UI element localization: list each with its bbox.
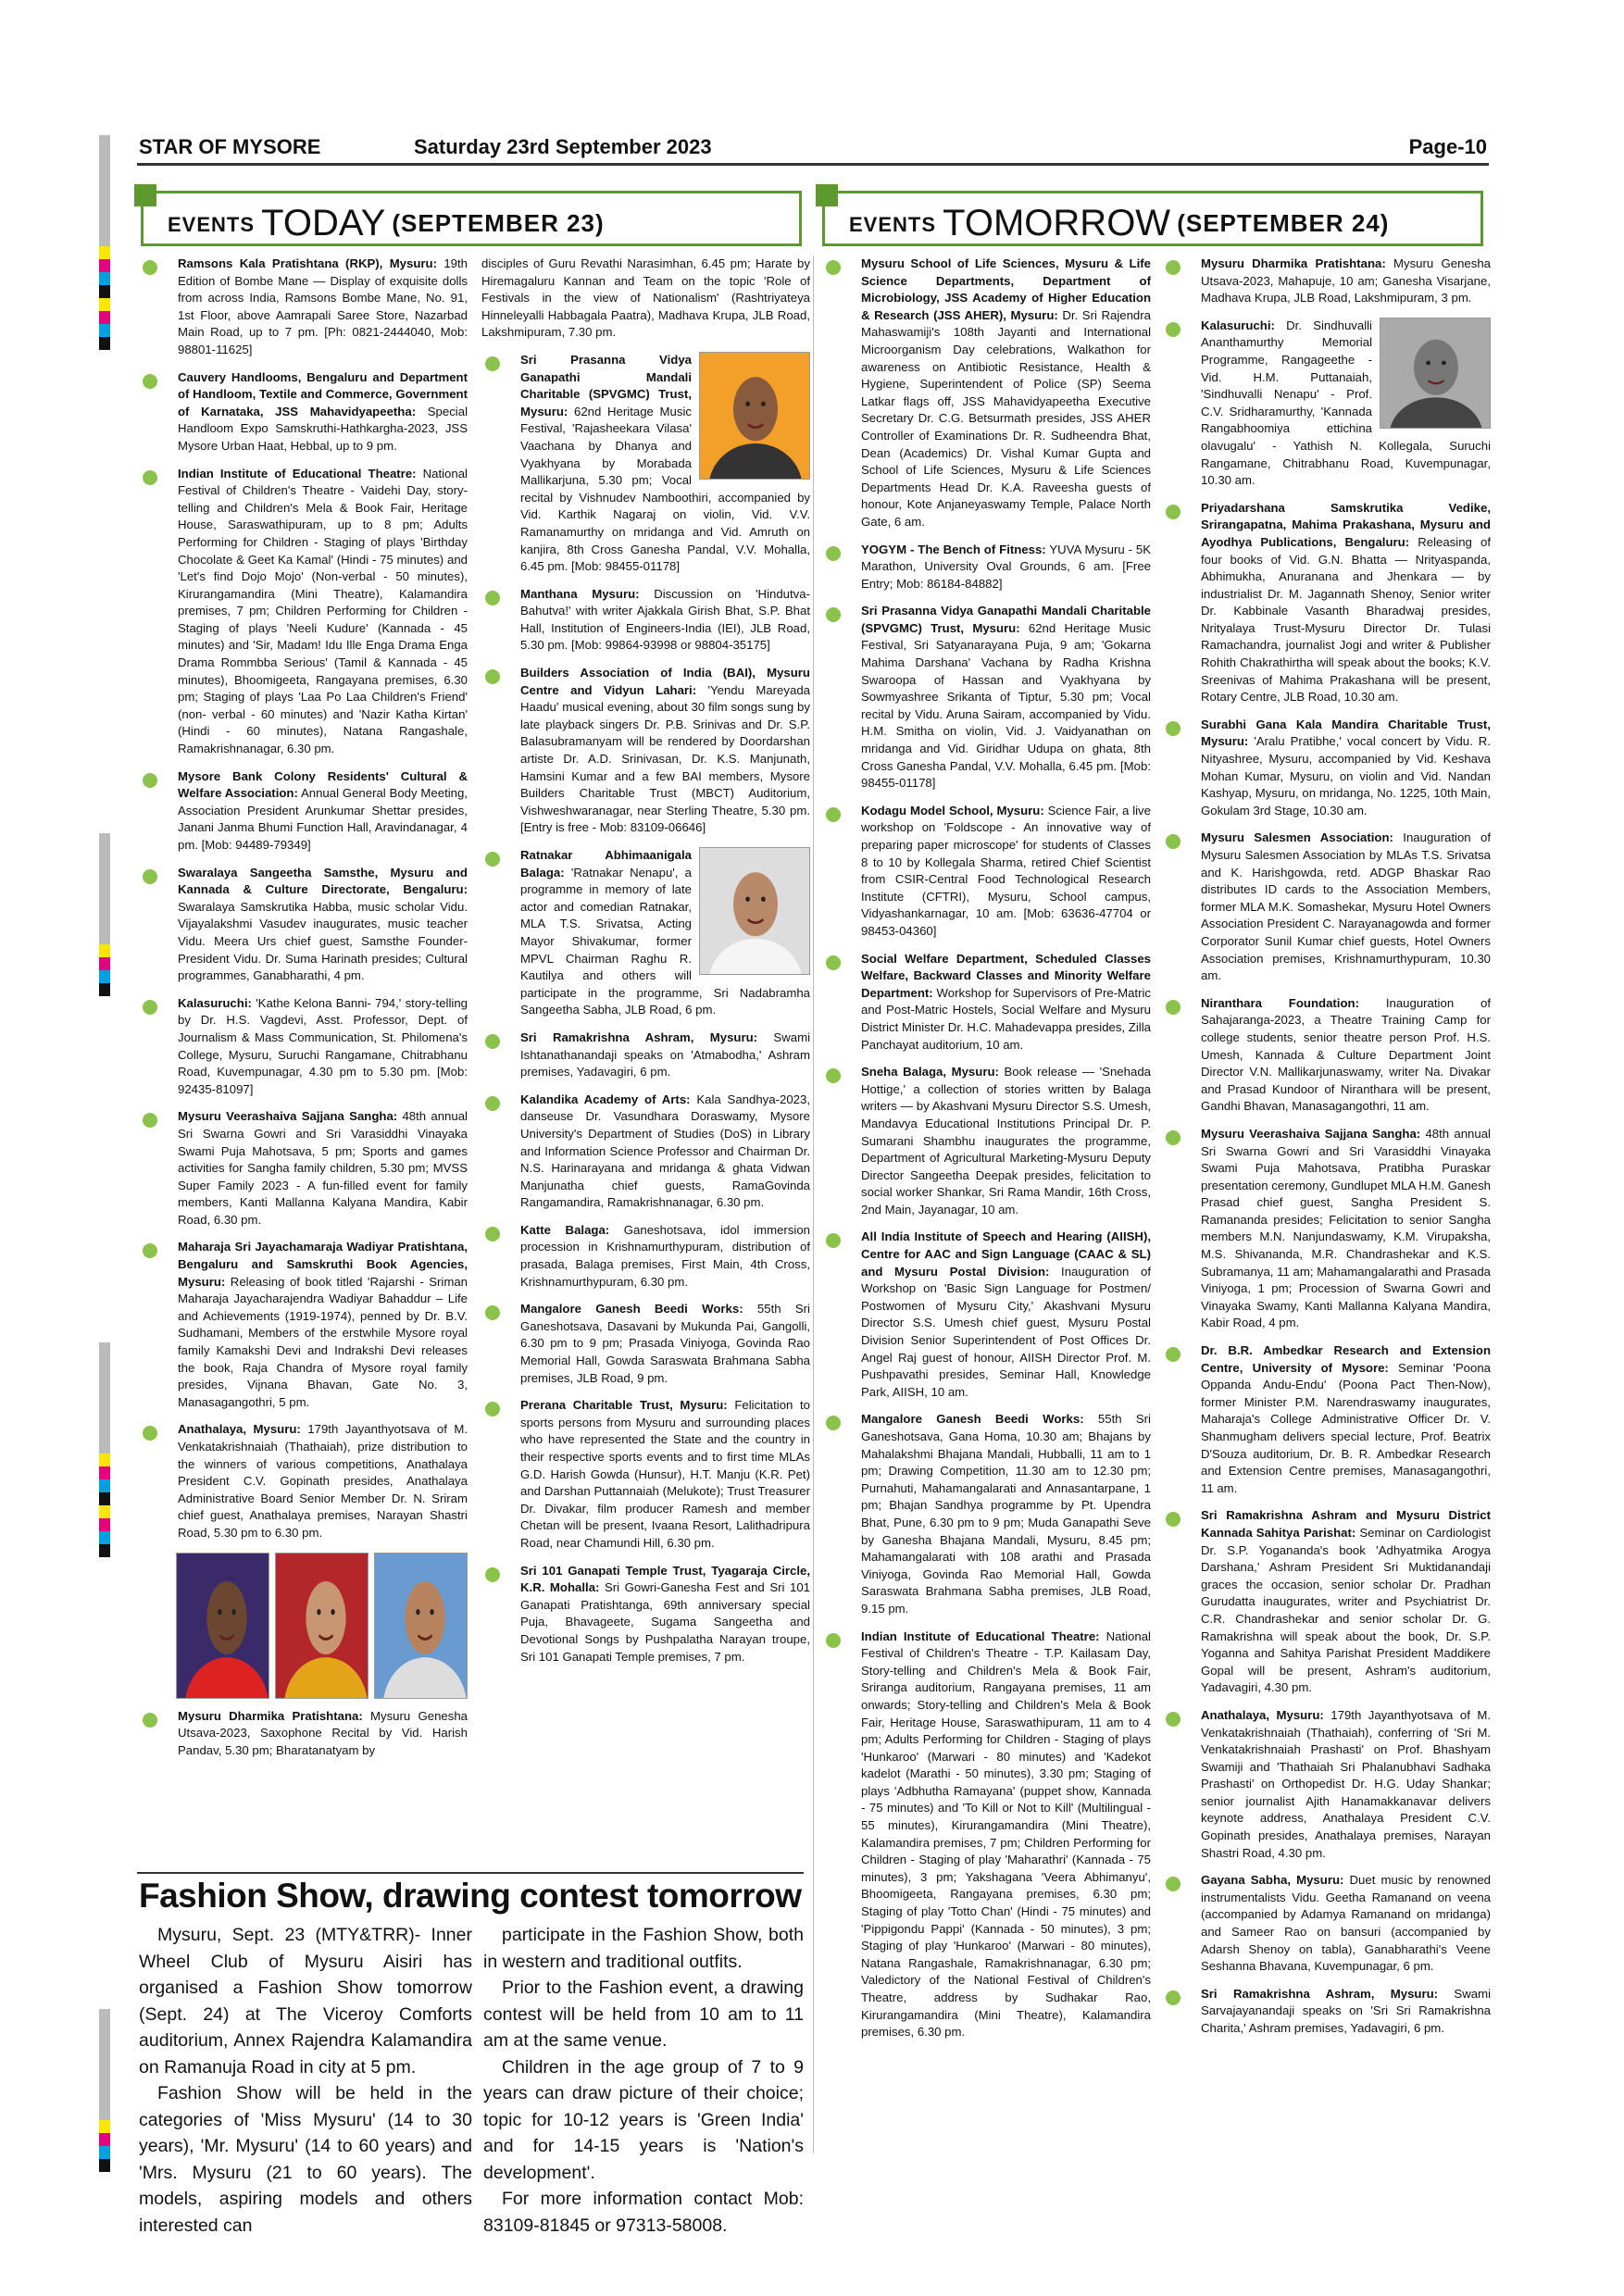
event-details: Book release — 'Snehada Hottige,' a collection of stories written by Balaga writers — by Akashvani Mysuru Director S.S. Umesh, Mandavya Educational Institutions Principal Dr. P. Sumarani Shambhu inaugurates the programme, Department of Agricultural Marketing-Mysuru Deputy Director Sangeetha Deepak presides, felicitation to social worker Shankar, Sri Rama Mandir, 16th Cross, 2nd Main, Jayanagar, 10 am. xyxy=(861,1065,1151,1217)
event-organiser: Mysuru School of Life Sciences, Mysuru & Life Science Departments, Department of Microbiology, JSS Academy of Higher Education & Research (JSS AHER), Mysuru: xyxy=(861,256,1151,322)
bullet-dot-icon xyxy=(485,1034,500,1049)
event-details: 'Aralu Pratibhe,' vocal concert by Vidu. R. Nityashree, Mysuru, accompanied by Vid. Keshava Mohan Kumar, Mysuru, on violin and Vid. Nandan Kashyap, Mysuru, on mridanga, No. 1225, 10th Main, Gokulam 3rd Stage, 10.30 am. xyxy=(1201,734,1491,817)
color-registration-marks-3 xyxy=(99,1342,110,1557)
bullet-dot-icon xyxy=(1166,1000,1181,1015)
event-details: Seminar on Cardiologist Dr. S.P. Yogananda's book 'Adhyatmika Arogya Darshana,' Ashram President Sri Muktidanandaji graces the occasion, senior scholar Dr. Pradhan Gurudatta inaugurates, writer and Psychiatrist Dr. C.R. Chandrashekar and senior scholar Dr. G. Ramakrishna will speak about the book, Dr. S.P. Yoganna and Sahitya Parishat President Maddikere Gopal will be present, Ashram's auditorium, Yadavagiri, 4.30 pm. xyxy=(1201,1525,1491,1695)
event-organiser: Ratnakar Abhimaanigala Balaga: xyxy=(520,848,692,880)
event-item xyxy=(481,256,810,342)
event-details: Swami Ishtanathanandaji speaks on 'Atmabodha,' Ashram premises, Yadavagiri, 6 pm. xyxy=(520,1029,811,1079)
event-item xyxy=(139,768,468,855)
bullet-dot-icon xyxy=(485,356,500,371)
event-organiser: Sneha Balaga, Mysuru: xyxy=(861,1065,999,1079)
event-item xyxy=(822,951,1151,1054)
bullet-dot-icon xyxy=(826,1233,841,1248)
event-item xyxy=(481,847,810,1019)
event-item xyxy=(1162,830,1491,984)
event-organiser: Sri Prasanna Vidya Ganapathi Mandali Charitable (SPVGMC) Trust, Mysuru: xyxy=(520,352,692,418)
event-item xyxy=(139,1239,468,1411)
banner-label: EVENTS xyxy=(168,213,256,236)
event-item xyxy=(822,1411,1151,1617)
event-item xyxy=(481,1222,810,1291)
performer-photo xyxy=(275,1553,369,1699)
event-item xyxy=(822,1229,1151,1401)
event-organiser: Swaralaya Sangeetha Samsthe, Mysuru and Kannada & Culture Directorate, Bengaluru: xyxy=(178,865,468,897)
event-item xyxy=(481,352,810,576)
bullet-dot-icon xyxy=(826,546,841,561)
color-registration-marks-2 xyxy=(99,833,110,996)
event-item xyxy=(1162,318,1491,490)
event-details: 55th Sri Ganeshotsava, Dasavani by Mukunda Pai, Gangolli, 6.30 pm to 9 pm; Prasada Viniyoga, Govinda Rao Memorial Hall, Gowda Saraswata Brahmana Sabha premises, JLB Road, 9 pm. xyxy=(520,1302,810,1385)
masthead-paper-name: STAR OF MYSORE xyxy=(139,135,321,158)
banner-corner xyxy=(816,184,838,206)
bullet-dot-icon xyxy=(485,1567,500,1582)
event-details: YUVA Mysuru - 5K Marathon, University Oval Grounds, 6 am. [Free Entry; Mob: 86184-84882] xyxy=(861,542,1151,591)
story-paragraph: Children in the age group of 7 to 9 years can draw picture of their choice; topic for 10-12 years is 'Green India' and for 14-15 years is 'Nation's development'. xyxy=(483,2056,804,2183)
event-item xyxy=(139,369,468,455)
event-details: Mysuru Genesha Utsava-2023, Saxophone Recital by Vid. Harish Pandav, 5.30 pm; Bharatanatyam by xyxy=(178,1708,468,1757)
bullet-dot-icon xyxy=(143,470,157,485)
event-item xyxy=(139,995,468,1099)
event-item xyxy=(139,466,468,758)
event-details: 62nd Heritage Music Festival, 'Rajasheekara Vilasa' Vaachana by Dhanya and Vyakhyana by Morabada Mallikarjuna, 5.30 pm; Vocal recital by Vishnudev Namboothiri, accompanied by Vid. Karthik Nagaraj on violin, Vid. V.V. Ramanamurthy on mridanga and Vid. Amruth on kanjira, 8th Cross Ganesha Pandal, V.V. Mohalla, 6.45 pm. [Mob: 98455-01178] xyxy=(520,404,810,574)
event-details: 'Kathe Kelona Banni- 794,' story-telling by Dr. H.S. Vagdevi, Asst. Professor, Dept. of Journalism & Mass Communication, St. Philomena's College, Mysuru, Suruchi Rangamane, Chitrabhanu Road, Kuvempunagar, 4.30 pm to 5.30 pm. [Mob: 92435-81097] xyxy=(178,995,468,1096)
event-details: 179th Jayanthyotsava of M. Venkatakrishnaiah (Thathaiah), conferring of 'Sri M. Venkatakrishnaiah Prashasti' on Prof. Bhashyam Swamiji and 'Thathaiah Sri Phalanubhavi Sadhaka Prashasti' on Orthopedist Dr. H.G. Uday Shankar; senior journalist Ajith Hanamakkanavar delivers keynote address, Anathalaya President C.V. Gopinath presides, Anathalaya premises, Narayan Shastri Road, 4.30 pm. xyxy=(1201,1707,1491,1860)
bullet-dot-icon xyxy=(826,260,841,275)
event-organiser: Niranthara Foundation: xyxy=(1201,995,1359,1010)
bullet-dot-icon xyxy=(1166,834,1181,849)
event-details: Workshop for Supervisors of Pre-Matric and Post-Matric Hostels, Social Welfare and Mysuru District Minister Dr. H.C. Mahadevappa presides, Zilla Panchayat auditorium, 10 am. xyxy=(861,985,1151,1052)
bullet-dot-icon xyxy=(143,374,157,389)
banner-date: (SEPTEMBER 23) xyxy=(392,209,605,237)
bullet-dot-icon xyxy=(485,591,500,605)
event-details: Swami Sarvajayanandaji speaks on 'Sri Sri Ramakrishna Charita,' Ashram premises, Yadavagiri, 6 pm. xyxy=(1201,1986,1492,2035)
page-number: Page-10 xyxy=(1408,135,1487,158)
bullet-dot-icon xyxy=(1166,1877,1181,1891)
bullet-dot-icon xyxy=(1166,721,1181,736)
banner-word: TODAY xyxy=(261,203,386,243)
bullet-dot-icon xyxy=(826,955,841,970)
event-item xyxy=(822,603,1151,792)
event-organiser: Kalasuruchi: xyxy=(1201,318,1275,332)
event-details: disciples of Guru Revathi Narasimhan, 6.45 pm; Harate by Hiremagaluru Kannan and Team on the topic 'Role of Festivals in the view of Nationalism' (Rashtriyateya Hinneleyalli Habbagala Paatra), Madhava Krupa, JLB Road, Lakshmipuram, 7.30 pm. xyxy=(481,256,810,340)
bullet-dot-icon xyxy=(1166,322,1181,337)
bullet-dot-icon xyxy=(485,1227,500,1242)
sindhuvalli-photo xyxy=(1380,318,1491,429)
event-organiser: Mangalore Ganesh Beedi Works: xyxy=(520,1302,743,1316)
event-organiser: Ramsons Kala Pratishtana (RKP), Mysuru: xyxy=(178,256,437,270)
event-item xyxy=(1162,1342,1491,1497)
event-item xyxy=(822,256,1151,531)
event-organiser: Sri Ramakrishna Ashram, Mysuru: xyxy=(520,1029,758,1044)
event-organiser: Dr. B.R. Ambedkar Research and Extension Centre, University of Mysore: xyxy=(1201,1343,1491,1375)
column-divider xyxy=(813,256,814,2153)
event-details: 179th Jayanthyotsava of M. Venkatakrishnaiah (Thathaiah), prize distribution to the winners of various competitions, Anathalaya President C.V. Gopinath presides, Anathalaya Administrative Board Senior Member Dr. N. Sriram chief guest, Anathalaya premises, Narayan Shastri Road, 5.30 pm to 6.30 pm. xyxy=(178,1422,468,1540)
event-organiser: Manthana Mysuru: xyxy=(520,586,640,601)
event-organiser: Kalandika Academy of Arts: xyxy=(520,1092,691,1106)
event-item xyxy=(481,1397,810,1552)
event-item xyxy=(139,1421,468,1541)
bullet-dot-icon xyxy=(143,260,157,275)
event-item xyxy=(1162,717,1491,820)
event-organiser: All India Institute of Speech and Hearing (AIISH), Centre for AAC and Sign Language (CAAC & SL) and Mysuru Postal Division: xyxy=(861,1229,1151,1279)
event-organiser: Sri Ramakrishna Ashram, Mysuru: xyxy=(1201,1986,1439,2001)
bullet-dot-icon xyxy=(143,1113,157,1128)
event-organiser: Anathalaya, Mysuru: xyxy=(178,1422,301,1437)
event-organiser: Katte Balaga: xyxy=(520,1222,610,1237)
event-item xyxy=(139,1708,468,1760)
event-item xyxy=(822,1628,1151,2041)
performer-photo xyxy=(374,1553,468,1699)
event-item xyxy=(1162,500,1491,706)
event-organiser: Kodagu Model School, Mysuru: xyxy=(861,803,1044,817)
event-details: Felicitation to sports persons from Mysuru and surrounding places who have represented the State and the country in their respective sports events and to first time MLAs G.D. Harish Gowda (Hunsur), H.T. Manju (K.R. Pet) and Darshan Puttannaiah (Melukote); Trust Treasurer Dr. Divakar, film producer Ramesh and member Chetan will be present, Ivaana Resort, Lalithadripura Road, near Chamundi Hill, 6.30 pm. xyxy=(520,1398,810,1550)
bullet-dot-icon xyxy=(1166,1712,1181,1727)
event-item xyxy=(1162,1986,1491,2038)
bullet-dot-icon xyxy=(485,1305,500,1320)
event-organiser: YOGYM - The Bench of Fitness: xyxy=(861,542,1046,556)
bullet-dot-icon xyxy=(485,669,500,684)
event-organiser: Surabhi Gana Kala Mandira Charitable Trust, Mysuru: xyxy=(1201,717,1491,749)
story-paragraph: participate in the Fashion Show, both in western and traditional outfits. xyxy=(483,1925,804,1972)
bullet-dot-icon xyxy=(826,607,841,622)
event-organiser: Kalasuruchi: xyxy=(178,995,252,1010)
bullet-dot-icon xyxy=(826,1068,841,1083)
banner-date: (SEPTEMBER 24) xyxy=(1177,209,1390,237)
event-details: Kala Sandhya-2023, danseuse Dr. Vasundhara Doraswamy, Mysore University's Department of Studies (DoS) in Library and Information Science Professor and Chairman Dr. N.S. Harinarayana and mridanga & ghata Vidwan Manjunatha chief guests, RamaGovinda Rangamandira, Ramakrishnanagar, 6.30 pm. xyxy=(520,1092,810,1210)
event-organiser: Mysuru Dharmika Pratishtana: xyxy=(1201,256,1386,270)
event-organiser: Mysuru Salesmen Association: xyxy=(1201,830,1393,845)
color-registration-marks xyxy=(99,135,110,350)
bullet-dot-icon xyxy=(485,1402,500,1416)
story-paragraph: Mysuru, Sept. 23 (MTY&TRR)- Inner Wheel Club of Mysuru Aisiri has organised a Fashion Show tomorrow (Sept. 24) at The Viceroy Comforts auditorium, Annex Rajendra Kalamandira on Ramanuja Road in city at 5 pm. xyxy=(139,1925,472,2078)
performer-photo xyxy=(176,1553,269,1699)
story-column-right xyxy=(483,1922,804,2239)
event-item xyxy=(1162,995,1491,1116)
event-organiser: Social Welfare Department, Scheduled Classes Welfare, Backward Classes and Minority Welfare Department: xyxy=(861,951,1151,1000)
bullet-dot-icon xyxy=(1166,1990,1181,2005)
event-details: Inauguration of Sahajaranga-2023, a Theatre Training Camp for college students, senior theatre person Prof. H.S. Umesh, Kannada & Culture Department Joint Director V.N. Mallikarjunaswamy, writer Na. Divakar and Prasad Kundoor of Niranthara will be present, Gandhi Bhavan, Manasagangothri, 11 am. xyxy=(1201,995,1491,1114)
bullet-dot-icon xyxy=(1166,260,1181,275)
event-item xyxy=(139,865,468,985)
event-item xyxy=(1162,1872,1491,1976)
event-details: Ganeshotsava, idol immersion procession in Krishnamurthypuram, distribution of prasada, Balaga premises, First Main, 4th Cross, Krishnamurthypuram, 6.30 pm. xyxy=(520,1222,811,1289)
event-organiser: Mysuru Veerashaiva Sajjana Sangha: xyxy=(1201,1126,1421,1141)
bullet-dot-icon xyxy=(1166,505,1181,519)
event-organiser: Prerana Charitable Trust, Mysuru: xyxy=(520,1398,728,1413)
event-details: Duet music by renowned instrumentalists Vidu. Geetha Ramanand on veena (accompanied by Adamya Ramanand on mridanga) and Sameer Rao on bansuri (accompanied by Adarsh Shenoy on tabla), Ganabharathi's Veene Seshanna Bhavana, Kuvempunagar, 6 pm. xyxy=(1201,1873,1491,1974)
event-details: National Festival of Children's Theatre - Vaidehi Day, story-telling and Children's Mela & Book Fair, Heritage House, Saraswathipuram, up to 8 pm; Adults Performing for Children - Staging of plays 'Birthday Chocolate & Geet Ka Kamal' (Hindi - 75 minutes) and 'Let's find Dojo Mojo' (Non-verbal - 50 minutes), Kirurangamandira (Mini Theatre), Kalamandira premises, 7 pm; Children Performing for Children - Staging of plays 'Neeli Kudure' (Kannada - 45 minutes) and 'Sir, Madam! Idu Ille Enga Drama Enga Drama Rommbba Serious' (Tamil & Kannada - 45 minutes), Bhoomigeeta, Rangayana premises, 6.30 pm; Staging of plays 'Laa Po Laa Children's Friend' (non- verbal - 60 minutes) and 'Nazir Katha Kirtan' (Hindi - 60 minutes), Natana Rangashale, Ramakrishnanagar, 6.30 pm. xyxy=(178,466,468,756)
bullet-dot-icon xyxy=(485,852,500,867)
event-item xyxy=(481,586,810,655)
event-item xyxy=(1162,256,1491,307)
today-column-1 xyxy=(139,256,468,1769)
event-organiser: Mysuru Dharmika Pratishtana: xyxy=(178,1708,363,1723)
bullet-dot-icon xyxy=(143,1000,157,1015)
event-details: 48th annual Sri Swarna Gowri and Sri Varasiddhi Vinayaka Swami Puja Mahotsava, Pratibha Puraskar presentation ceremony, Gundlupet MLA H.M. Ganesh Prasad chief guest, Sangha President S. Ramananda presides; Felicitation to senior Sangha members M.N. Nanjundaswamy, K.M. Virupaksha, M.S. Shivananda, M.R. Chandrashekar and K.S. Subramanya, 11 am; Mahamangalarathi and Prasada Viniyoga, 1 pm; Procession of Swarna Gowri and Vinayaka Swamy, Kanti Mallanna Kalyana Mandira, Kabir Road, 4 pm. xyxy=(1201,1126,1491,1330)
story-paragraph: For more information contact Mob: 83109-81845 or 97313-58008. xyxy=(483,2189,804,2236)
event-organiser: Mysuru Veerashaiva Sajjana Sangha: xyxy=(178,1109,398,1124)
event-details: Swaralaya Samskrutika Habba, music scholar Vidu. Vijayalakshmi Vasudev inaugurates, music teacher Vidu. Meera Urs chief guest, Samsthe Founder-President Vidu. Dr. Suma Harinath presides; Cultural programmes, Ganabharathi, 4 pm. xyxy=(178,899,468,983)
color-registration-marks-4 xyxy=(99,2009,110,2172)
event-details: 'Yendu Mareyada Haadu' musical evening, about 30 film songs sung by late playback singers Dr. P.B. Srinivas and Dr. S.P. Balasubramanyam will be rendered by Doordarshan artiste Dr. A.D. Srinivasan, Dr. K.S. Manjunath, Hamsini Kumar and a few BAI members, Mysore Builders Charitable Trust (MBCT) Auditorium, Vishweshwaranagar, near Sterling Theatre, 5.30 pm. [Entry is free - Mob: 83109-06646] xyxy=(520,682,810,835)
story-column-left xyxy=(139,1922,472,2239)
event-item xyxy=(481,1301,810,1387)
banner-corner xyxy=(134,184,156,206)
event-organiser: Indian Institute of Educational Theatre: xyxy=(178,466,417,480)
story-rule xyxy=(137,1872,804,1874)
event-item xyxy=(481,1563,810,1666)
bullet-dot-icon xyxy=(1166,1130,1181,1145)
event-organiser: Indian Institute of Educational Theatre: xyxy=(861,1628,1100,1643)
masthead-date: Saturday 23rd September 2023 xyxy=(414,135,712,158)
event-organiser: Sri Prasanna Vidya Ganapathi Mandali Charitable (SPVGMC) Trust, Mysuru: xyxy=(861,604,1151,635)
event-item xyxy=(1162,1707,1491,1862)
events-tomorrow-banner xyxy=(822,191,1483,246)
event-details: Seminar 'Poona Oppanda Andu-Endu' (Poona Pact Then-Now), former Minister P.M. Narendraswamy inaugurates, Maharaja's College Administrative Officer Dr. V. Shanmugham delivers special lecture, Prof. Beatrix D'Souza auditorium, Dr. B. R. Ambedkar Research and Extension Centre premises, Manasagangothri, 11 am. xyxy=(1201,1360,1491,1495)
event-organiser: Cauvery Handlooms, Bengaluru and Department of Handloom, Textile and Commerce, Government of Karnataka, JSS Mahavidyapeetha: xyxy=(178,369,468,418)
event-details: Dr. Sri Rajendra Mahaswamiji's 108th Jayanti and International Microorganism Day celebrations, Walkathon for awareness on Antibiotic Resistance, Health & Hygiene, Superintendent of Police (SP) Seema Latkar flags off, JSS Mahavidyapeetha Executive Secretary Dr. C.G. Betsurmath presides, JSS AHER Controller of Examinations Dr. R. Sudheendra Bhat, Dean (Academics) Dr. Vishal Kumar Gupta and School of Life Sciences, Mysuru & Life Sciences Departments Head Dr. K.A. Raveesha guests of honour, Kote Anjaneyaswamy Temple, Palace North Gate, 6 am. xyxy=(861,307,1151,529)
event-item xyxy=(1162,1126,1491,1332)
events-today-banner xyxy=(141,191,802,246)
header-rule xyxy=(137,163,1489,166)
event-item xyxy=(1162,1507,1491,1697)
story-paragraph: Prior to the Fashion event, a drawing contest will be held from 10 am to 11 am at the same venue. xyxy=(483,1978,804,2051)
event-item xyxy=(139,256,468,359)
event-details: 48th annual Sri Swarna Gowri and Sri Varasiddhi Vinayaka Swami Puja Mahotsava, 5 pm; Sports and games activities for Sangha family children, 5.30 pm; MVSS Super Family 2023 - A fun-filled event for family members, Kanti Mallanna Kalyana Mandira, Kabir Road, 6.30 pm. xyxy=(178,1109,468,1227)
event-item xyxy=(822,1064,1151,1218)
bullet-dot-icon xyxy=(143,1426,157,1441)
event-details: 62nd Heritage Music Festival, Sri Satyanarayana Puja, 9 am; 'Gokarna Mahima Darshana' Vachana by Radha Krishna Swaroopa of Hassan and Vyakhyana by Sowmyashree Srikanta of Tiptur, 5.30 pm; Vocal recital by Vidu. Aruna Sairam, accompanied by Vidu. H.M. Smitha on violin, Vid. J. Vaidyanathan on mridanga and Vid. Giridhar Udupa on ghata, 8th Cross Ganesha Pandal, V.V. Mohalla, 6.45 pm. [Mob: 98455-01178] xyxy=(861,620,1151,791)
event-details: Discussion on 'Hindutva-Bahutva!' with writer Ajakkala Girish Bhat, S.P. Bhat Hall, Institution of Engineers-India (IEI), JLB Road, 5.30 pm. [Mob: 99864-93998 or 98804-35175] xyxy=(520,586,810,653)
event-details: Releasing of book titled 'Rajarshi - Sriman Maharaja Jayacharajendra Wadiyar Bahaddur – Life and Achievements (1919-1974), penned by Dr. B.V. Sudhamani, Members of the erstwhile Mysore royal family Kamakshi Devi and Indrakshi Devi releases the book, Raja Chandra of Mysore royal family presides, Vijnana Bhavan, Gate No. 3, Manasagangothri, 5 pm. xyxy=(178,1274,468,1409)
event-details: Dr. Sindhuvalli Ananthamurthy Memorial Programme, Rangageethe - Vid. H.M. Puttanaiah, 'Sindhuvalli Nenapu' - Prof. C.V. Sridharamurthy, 'Kannada Rangabhoomiya ettichina olavugalu' - Yathish N. Kollegala, Suruchi Rangamane, Chitrabhanu Road, Kuvempunagar, 10.30 am. xyxy=(1201,318,1491,488)
event-item xyxy=(481,1092,810,1212)
event-item xyxy=(822,803,1151,941)
story-headline: Fashion Show, drawing contest tomorrow xyxy=(139,1877,802,1915)
event-details: Science Fair, a live workshop on 'Foldscope - An innovative way of preparing paper microscope' for students of Classes 8 to 10 by Kollegala Sharma, retired Chief Scientist from CSIR-Central Food Technological Research Institute (CFTRI), Mysuru, School campus, Vidyashankarnagar, 10 am. [Mob: 63636-47704 or 98453-04360] xyxy=(861,803,1151,938)
event-item xyxy=(139,1108,468,1229)
bullet-dot-icon xyxy=(485,1096,500,1111)
event-details: 'Ratnakar Nenapu', a programme in memory of late actor and comedian Ratnakar, MLA T.S. Srivatsa, Acting Mayor Shivakumar, former MPVL Chairman Raghu R. Kautilya and others will participate in the programme, Sri Nadabramha Sangeetha Sabha, JLB Road, 6 pm. xyxy=(520,865,810,1017)
banner-word: TOMORROW xyxy=(943,203,1171,243)
event-details: Special Handloom Expo Samskruthi-Hathkargha-2023, JSS Mysore Urban Haat, Hebbal, up to 9 pm. xyxy=(178,404,468,453)
event-details: Releasing of four books of Vid. G.N. Bhatta — Nrityaspanda, Abhimukha, Anuranana and Jhenkara — by industrialist Dr. M. Jagannath Shenoy, Senior writer Dr. Kabbinale Vasanth Bharadwaj presides, Nrityalaya Trust-Mysuru Director Dr. Tulasi Ramachandra, journalist Jogi and writer & Publisher Rohith Chakrathirtha will speak about the books; K.V. Sreenivas of Mahima Prakashana will be present, Rotary Centre, JLB Road, 10.30 am. xyxy=(1201,534,1491,705)
event-details: Inauguration of Workshop on 'Basic Sign Language for Postmen/ Postwomen of Mysuru City,' Akashvani Mysuru Director S.S. Umesh chief guest, Mysuru Postal Division Senior Superintendent of Post Offices Dr. Angel Raj guest of honour, AIISH Director Prof. M. Pushpavathi presides, Seminar Hall, Knowledge Park, AIISH, 10 am. xyxy=(861,1264,1151,1399)
photo-strip xyxy=(176,1553,468,1699)
event-organiser: Gayana Sabha, Mysuru: xyxy=(1201,1873,1344,1888)
vishnudev-photo xyxy=(699,352,810,480)
event-organiser: Sri 101 Ganapati Temple Trust, Tyagaraja Circle, K.R. Mohalla: xyxy=(520,1563,810,1595)
event-details: Inauguration of Mysuru Salesmen Association by MLAs T.S. Srivatsa and K. Harishgowda, retd. ADGP Bhaskar Rao distributes ID cards to the Association Members, former MLA M.K. Somashekar, Mysuru Hotel Owners Association President C. Narayanagowda and former Corporator Sunil Kumar chief guests, Hotel Owners Association premises, Krishnamurthypuram, 10.30 am. xyxy=(1201,830,1492,983)
event-details: 19th Edition of Bombe Mane — Display of exquisite dolls from across India, Ramsons Bombe Mane, No. 91, 1st Floor, above Aamrapali Saree Store, Nazarbad Main Road, up to 7 pm. [Ph: 0821-2444040, Mob: 98801-11625] xyxy=(178,256,468,356)
event-details: National Festival of Children's Theatre - T.P. Kailasam Day, Story-telling and Children's Mela & Book Fair, Sriranga auditorium, Rangayana premises, 11 am onwards; Story-telling and Children's Mela & Book Fair, Heritage House, Saraswathipuram, 11 am to 4 pm; Adults Performing for Children - Staging of plays 'Hunkaroo' (Marwari - 80 minutes) and 'Kadekot kadelot (Marathi - 50 minutes), 3.30 pm; Staging of plays 'Adbhutha Ramayana' (puppet show, Kannada - 75 minutes) and 'To Kill or Not to Kill' (Multilingual - 55 minutes), Kirurangamandira (Mini Theatre), Kalamandira premises, 7 pm; Children Performing for Children - Staging of play 'Maharathri' (Kannada - 75 minutes), 3 pm; Yakshagana 'Veera Abhimanyu', Bhoomigeeta, Rangayana premises, 6.30 pm; Staging of play 'Totto Chan' (Hindi - 75 minutes) and 'Pippigondu Pappi' (Kannada - 50 minutes), 3 pm; Staging of play 'Hunkaroo' (Marwari - 80 minutes), Natana Rangashale, Ramakrishnanagar, 6.30 pm; Valedictory of the National Festival of Children's Theatre, address by Sudhakar Rao, Kirurangamandira (Mini Theatre), Kalamandira premises, 6.30 pm. xyxy=(861,1628,1151,2040)
bullet-dot-icon xyxy=(1166,1512,1181,1527)
event-organiser: Maharaja Sri Jayachamaraja Wadiyar Pratishtana, Bengaluru and Samskruthi Book Agencies, Mysuru: xyxy=(178,1240,468,1289)
event-organiser: Priyadarshana Samskrutika Vedike, Srirangapatna, Mahima Prakashana, Mysuru and Ayodhya Publications, Bengaluru: xyxy=(1201,500,1491,549)
bullet-dot-icon xyxy=(143,1713,157,1728)
event-details: 55th Sri Ganeshotsava, Gana Homa, 10.30 am; Bhajans by Mahalakshmi Bhajana Mandali, Hubballi, 11 am to 1 pm; Drawing Competition, 11.30 am to 12.30 pm; Purnahuti, Mahamangalarati and Annasantarpane, 1 pm; Bhajan Sandhya programme by Pt. Upendra Bhat, Pune, 6.30 pm to 9 pm; Muda Ganapathi Seve by Ganesha Bhajana Mandali, Mysuru, 8.45 pm; Mahamangalarati with 108 arathi and Prasada Viniyoga, Govinda Rao Memorial Hall, Gowda Saraswata Brahmana Sabha premises, JLB Road, 9.15 pm. xyxy=(861,1412,1151,1616)
bullet-dot-icon xyxy=(143,773,157,788)
bullet-dot-icon xyxy=(826,1633,841,1648)
today-column-2 xyxy=(481,256,810,1676)
event-item xyxy=(822,542,1151,593)
bullet-dot-icon xyxy=(143,1243,157,1258)
tomorrow-column-2 xyxy=(1162,256,1491,2048)
event-organiser: Builders Association of India (BAI), Mysuru Centre and Vidyun Lahari: xyxy=(520,666,810,697)
event-details: Annual General Body Meeting, Association President Arunkumar Shettar presides, Janani Janma Bhumi Function Hall, Aravindanagar, 4 pm. [Mob: 94489-79349] xyxy=(178,786,468,852)
ratnakar-photo xyxy=(699,847,810,975)
event-details: Sri Gowri-Ganesha Fest and Sri 101 Ganapati Pratishtanga, 69th anniversary special Puja, Bhavageete, Sugama Sangeetha and Devotional Songs by Pushpalatha Narayan troupe, Sri 101 Ganapati Temple premises, 7 pm. xyxy=(520,1580,810,1664)
tomorrow-column-1 xyxy=(822,256,1151,2052)
event-organiser: Mangalore Ganesh Beedi Works: xyxy=(861,1412,1084,1427)
bullet-dot-icon xyxy=(1166,1347,1181,1362)
event-organiser: Mysore Bank Colony Residents' Cultural & Welfare Association: xyxy=(178,768,468,801)
story-paragraph: Fashion Show will be held in the categories of 'Miss Mysuru' (14 to 30 years), 'Mr. Mysuru' (14 to 60 years) and 'Mrs. Mysuru (21 to 60 years). The models, aspiring models and others interested can xyxy=(139,2083,472,2236)
event-organiser: Sri Ramakrishna Ashram and Mysuru District Kannada Sahitya Parishat: xyxy=(1201,1508,1491,1540)
bullet-dot-icon xyxy=(826,807,841,822)
banner-label: EVENTS xyxy=(849,213,937,236)
event-item xyxy=(481,1029,810,1081)
bullet-dot-icon xyxy=(826,1416,841,1430)
bullet-dot-icon xyxy=(143,869,157,884)
event-details: Mysuru Genesha Utsava-2023, Mahapuje, 10 am; Ganesha Visarjane, Madhava Krupa, JLB Road, Lakshmipuram, 3 pm. xyxy=(1201,256,1491,306)
event-item xyxy=(481,665,810,837)
event-organiser: Anathalaya, Mysuru: xyxy=(1201,1707,1324,1722)
